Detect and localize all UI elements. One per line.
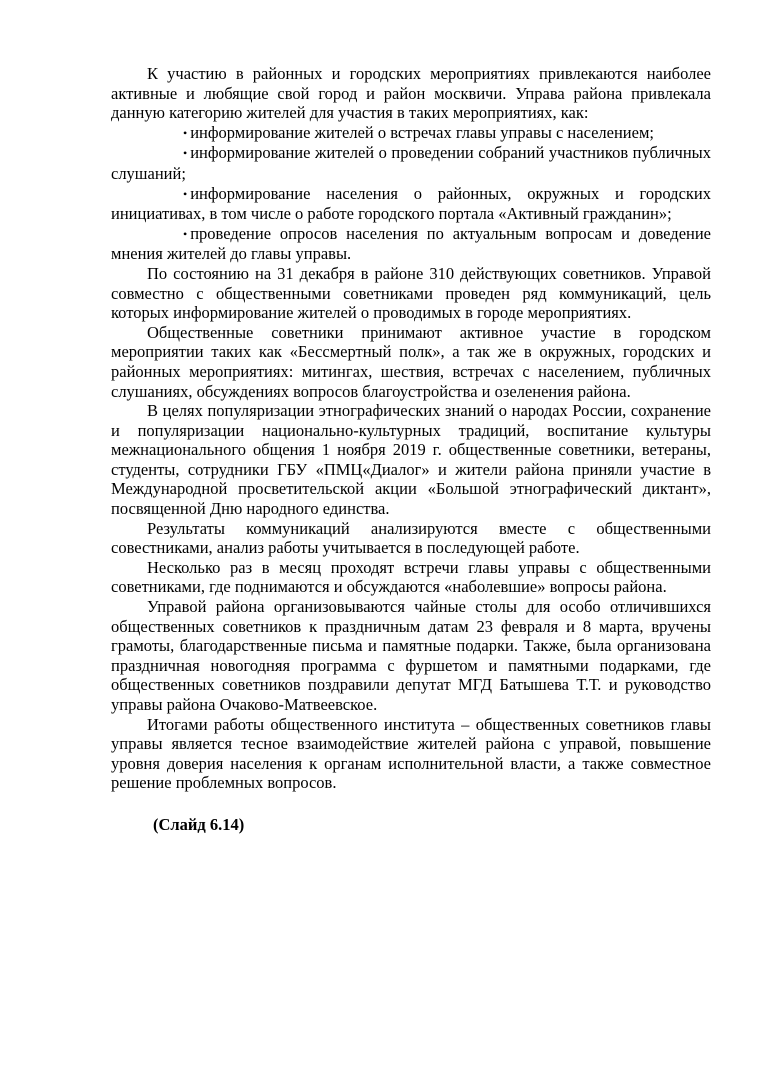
bullet-icon: • bbox=[183, 125, 188, 140]
bullet-icon: • bbox=[183, 226, 188, 241]
bullet-item bbox=[111, 123, 711, 144]
paragraph: Итогами работы общественного института – общественных советников главы управы является тесное взаимодействие жителей района с управой, повышение уровня доверия населения к органам исполнительной власти, а также совместное решение проблемных вопросов. bbox=[111, 714, 711, 793]
slide-label: (Слайд 6.14) bbox=[153, 814, 245, 834]
bullet-item bbox=[111, 143, 711, 183]
paragraph: Общественные советники принимают активное участие в городском мероприятии таких как «Бессмертный полк», а так же в окружных, городских и районных мероприятиях: митингах, шествия, встречах с населением, публичных слушаниях, обсуждениях вопросов благоустройства и озеленения района. bbox=[111, 322, 711, 401]
paragraph: По состоянию на 31 декабря в районе 310 действующих советников. Управой совместно с общественными советниками проведен ряд коммуникаций, цель которых информирование жителей о проводимых в городе мероприятиях. bbox=[111, 263, 711, 323]
bullet-text: проведение опросов населения по актуальным вопросам и доведение мнения жителей до главы управы. bbox=[111, 223, 711, 264]
bullet-item bbox=[111, 224, 711, 264]
paragraph: Управой района организовываются чайные столы для особо отличившихся общественных советников к праздничным датам 23 февраля и 8 марта, вручены грамоты, благодарственные письма и памятные подарки. Также, была организована праздничная новогодняя программа с фуршетом и памятными подарками, где общественных советников поздравили депутат МГД Батышева Т.Т. и руководство управы района Очаково-Матвеевское. bbox=[111, 597, 711, 714]
bullet-text: информирование жителей о встречах главы управы с населением; bbox=[190, 122, 654, 142]
bullet-text: информирование жителей о проведении собраний участников публичных слушаний; bbox=[111, 143, 711, 183]
paragraph: К участию в районных и городских мероприятиях привлекаются наиболее активные и любящие свой город и район москвичи. Управа района привлекала данную категорию жителей для участия в таких мероприятиях, как: bbox=[111, 64, 711, 123]
document-body bbox=[111, 64, 711, 835]
paragraph: В целях популяризации этнографических знаний о народах России, сохранение и популяризации национально-культурных традиций, воспитание культуры межнационального общения 1 ноября 2019 г. общественные советники, ветераны, студенты, сотрудники ГБУ «ПМЦ«Диалог» и жители района приняли участие в Международной просветительской акции «Большой этнографический диктант», посвященной Дню народного единства. bbox=[111, 401, 711, 519]
bullet-icon: • bbox=[183, 186, 188, 201]
bullet-icon: • bbox=[183, 146, 188, 161]
bullet-text: информирование населения о районных, окружных и городских инициативах, в том числе о работе городского портала «Активный гражданин»; bbox=[111, 183, 711, 224]
paragraph: Результаты коммуникаций анализируются вместе с общественными совестниками, анализ работы учитывается в последующей работе. bbox=[111, 518, 711, 558]
bullet-item bbox=[111, 184, 711, 224]
paragraph: Несколько раз в месяц проходят встречи главы управы с общественными советниками, где поднимаются и обсуждаются «наболевшие» вопросы района. bbox=[111, 557, 711, 597]
